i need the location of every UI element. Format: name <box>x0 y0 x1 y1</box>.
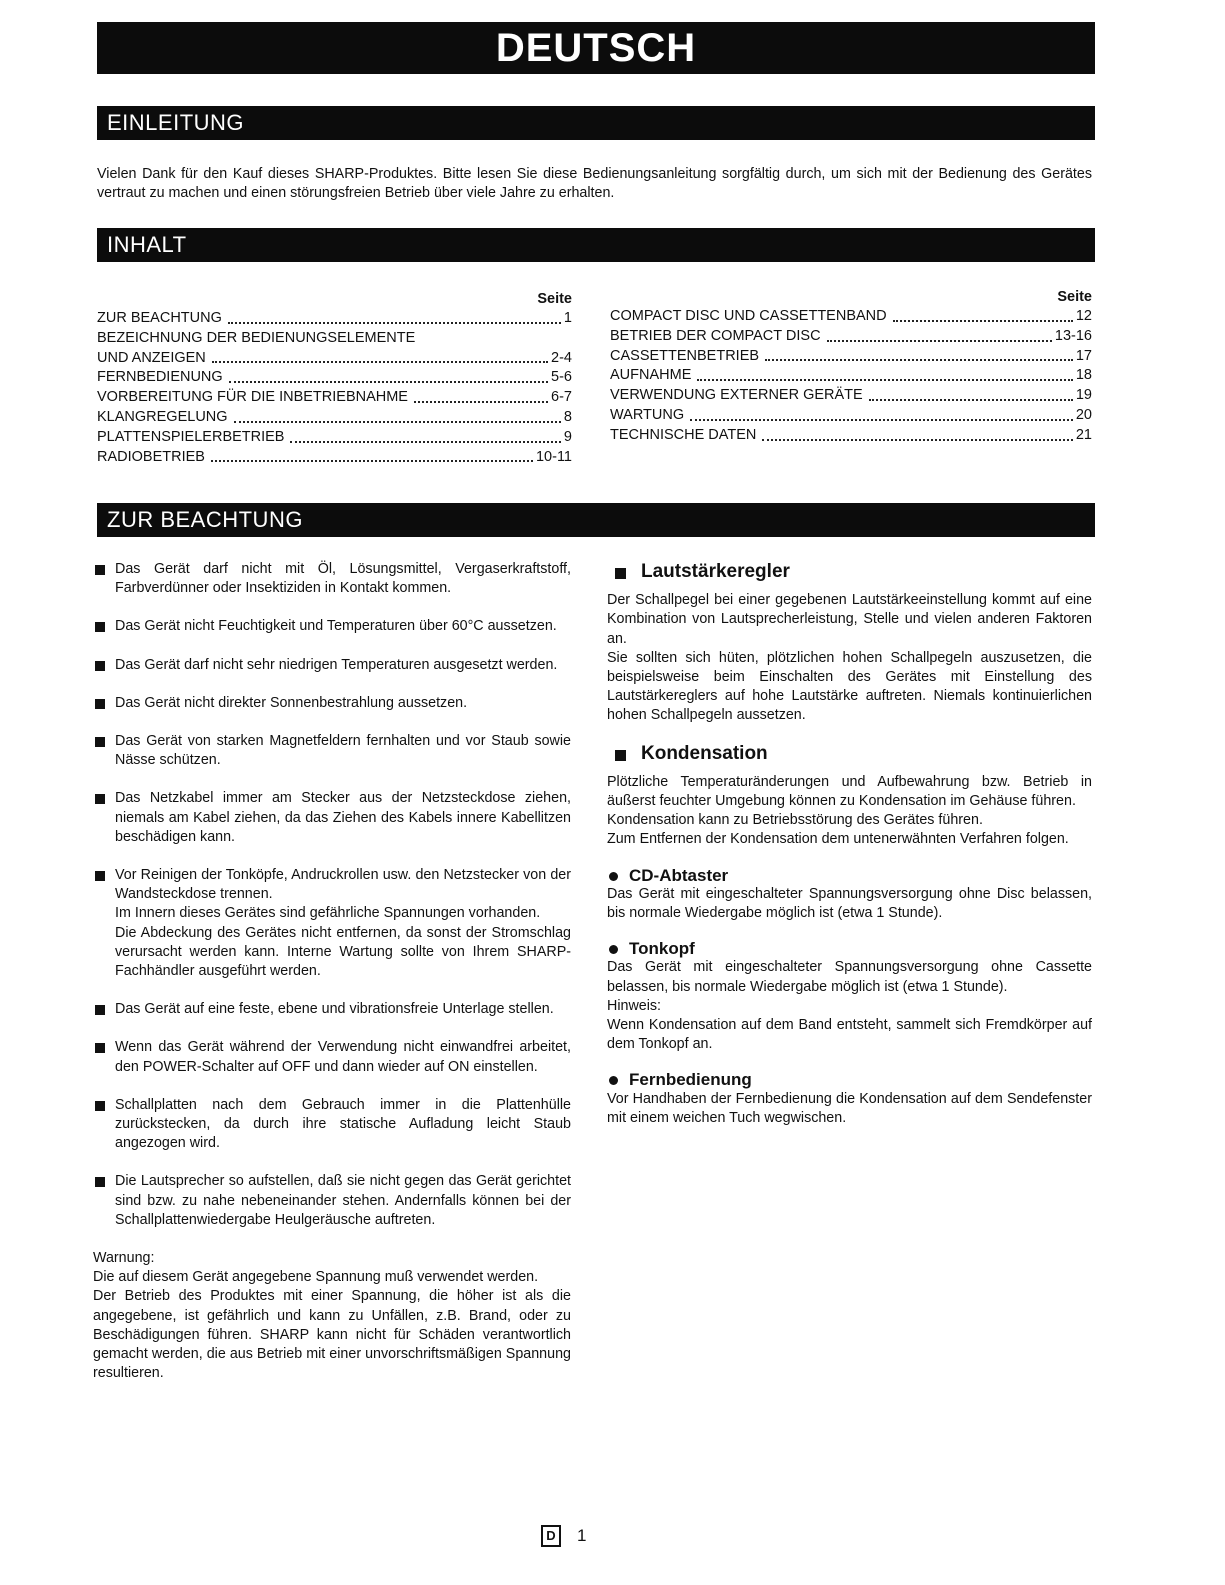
toc-entry <box>97 368 572 388</box>
toc-leader-dots <box>211 460 533 462</box>
toc-entry <box>610 386 1092 406</box>
toc-leader-dots <box>690 419 1073 421</box>
page-title: DEUTSCH <box>495 26 697 70</box>
remote-heading: Fernbedienung <box>607 1070 1092 1089</box>
toc-entry-page: 12 <box>1075 308 1092 324</box>
toc-leader-dots <box>697 379 1072 381</box>
toc-right <box>610 288 1092 446</box>
condensation-text-2: Kondensation kann zu Betriebsstörung des Gerätes führen. <box>607 812 983 829</box>
info-column <box>607 562 1092 1128</box>
caution-item: Schallplatten nach dem Gebrauch immer in die Plattenhülle zurückstecken, da durch ihre statische Aufladung leicht Staub angezogen wird. <box>93 1096 571 1154</box>
caution-item: Die Lautsprecher so aufstellen, daß sie nicht gegen das Gerät gerichtet sind bzw. zu nahe nebeneinander stehen. Andernfalls können bei der Schallplattenwiedergabe Heulgeräusche auftreten. <box>93 1172 571 1230</box>
toc-leader-dots <box>765 359 1073 361</box>
caution-column <box>93 560 571 1384</box>
toc-entry-page: 6-7 <box>551 389 572 406</box>
condensation-text-3: Zum Entfernen der Kondensation dem untenerwähnten Verfahren folgen. <box>607 831 1069 848</box>
tape-head-text: Das Gerät mit eingeschalteter Spannungsversorgung ohne Cassette belassen, bis normale Wiedergabe möglich ist (etwa 1 Stunde). <box>607 959 1092 995</box>
cd-text: Das Gerät mit eingeschalteter Spannungsversorgung ohne Disc belassen, bis normale Wiedergabe möglich ist (etwa 1 Stunde). <box>607 885 1092 922</box>
caution-item: Wenn das Gerät während der Verwendung nicht einwandfrei arbeitet, den POWER-Schalter auf OFF und dann wieder auf ON einstellen. <box>93 1038 571 1076</box>
toc-entry-page: 5-6 <box>551 369 572 386</box>
toc-entry <box>97 309 572 329</box>
toc-entry-title: RADIOBETRIEB <box>97 448 205 465</box>
toc-entry <box>610 406 1092 426</box>
toc-entry <box>610 327 1092 347</box>
toc-entry <box>610 307 1092 327</box>
caution-item: Das Gerät darf nicht sehr niedrigen Temperaturen ausgesetzt werden. <box>93 656 571 675</box>
toc-entry-page: 2-4 <box>551 349 572 366</box>
remote-text: Vor Handhaben der Fernbedienung die Kondensation auf dem Sendefenster mit einem weichen Tuch wegwischen. <box>607 1090 1092 1126</box>
warning-label: Warnung: <box>93 1250 155 1267</box>
toc-entry-title: ZUR BEACHTUNG <box>97 310 222 326</box>
toc-leader-dots <box>827 340 1052 342</box>
tape-head-heading: Tonkopf <box>607 939 1092 958</box>
toc-leader-dots <box>229 381 548 383</box>
toc-leader-dots <box>234 421 561 423</box>
intro-text: Vielen Dank für den Kauf dieses SHARP-Produktes. Bitte lesen Sie diese Bedienungsanleitung sorgfältig durch, um sich mit der Bedienung des Gerätes vertraut zu machen und einen störungsfreien Betrieb über viele Jahre zu erhalten. <box>97 166 1092 202</box>
toc-entry-page: 1 <box>563 310 572 326</box>
toc-entry-page: 17 <box>1075 347 1092 364</box>
page-number: 1 <box>577 1526 587 1545</box>
toc-entry-title: FERNBEDIENUNG <box>97 369 223 386</box>
toc-entry-title: AUFNAHME <box>610 367 692 384</box>
toc-entry-page: 9 <box>563 428 572 445</box>
toc-leader-dots <box>228 322 561 324</box>
toc-leader-dots <box>212 361 548 363</box>
toc-leader-dots <box>893 320 1073 322</box>
toc-left <box>97 290 572 467</box>
toc-page-label: Seite <box>537 291 572 307</box>
caution-item: Das Gerät nicht Feuchtigkeit und Temperaturen über 60°C aussetzen. <box>93 617 571 636</box>
toc-leader-dots <box>290 441 560 443</box>
toc-entry-title: COMPACT DISC UND CASSETTENBAND <box>610 308 887 324</box>
condensation-heading: Kondensation <box>607 744 1092 763</box>
toc-entry-page: 21 <box>1075 426 1092 443</box>
toc-entry-page: 19 <box>1075 387 1092 404</box>
section-title-beachtung: ZUR BEACHTUNG <box>107 507 303 532</box>
toc-entry <box>97 388 572 408</box>
note-text: Wenn Kondensation auf dem Band entsteht, sammelt sich Fremdkörper auf dem Tonkopf an. <box>607 1017 1092 1053</box>
toc-leader-dots <box>869 399 1073 401</box>
page-footer <box>541 1525 586 1547</box>
condensation-text-1: Plötzliche Temperaturänderungen und Aufbewahrung bzw. Betrieb in äußerst feuchter Umgebung können zu Kondensation im Gehäuse führen. <box>607 773 1092 810</box>
toc-entry <box>97 428 572 448</box>
toc-entry-title: WARTUNG <box>610 406 685 423</box>
caution-item: Vor Reinigen der Tonköpfe, Andruckrollen usw. den Netzstecker von der Wandsteckdose trennen. Im Innern dieses Gerätes sind gefährliche Spannungen vorhanden. Die Abdeckung des Gerätes nicht entfernen, da sonst der Stromschlag verursacht werden kann. Interne Wartung sollte von Ihrem SHARP-Fachhändler ausgeführt werden. <box>93 866 571 981</box>
toc-leader-dots <box>414 401 548 403</box>
toc-entry <box>610 426 1092 446</box>
language-badge: D <box>541 1525 561 1547</box>
cd-heading: CD-Abtaster <box>607 866 1092 885</box>
warning-text-1: Die auf diesem Gerät angegebene Spannung muß verwendet werden. <box>93 1269 539 1286</box>
toc-entry <box>97 448 572 468</box>
note-label: Hinweis: <box>607 997 662 1014</box>
section-title-einleitung: EINLEITUNG <box>107 110 245 135</box>
toc-entry-title: CASSETTENBETRIEB <box>610 347 760 364</box>
toc-entry-title: BETRIEB DER COMPACT DISC <box>610 327 821 344</box>
toc-entry <box>610 347 1092 367</box>
toc-entry <box>97 329 572 349</box>
section-bar-einleitung <box>97 106 1095 140</box>
caution-item: Das Gerät von starken Magnetfeldern fernhalten und vor Staub sowie Nässe schützen. <box>93 732 571 770</box>
toc-entry-title: VERWENDUNG EXTERNER GERÄTE <box>610 387 863 404</box>
toc-entry-title: KLANGREGELUNG <box>97 408 228 425</box>
toc-entry-page: 10-11 <box>535 448 572 465</box>
section-title-inhalt: INHALT <box>107 232 187 257</box>
toc-entry-title: BEZEICHNUNG DER BEDIENUNGSELEMENTE <box>97 329 416 346</box>
toc-entry-page: 8 <box>563 408 572 425</box>
title-bar <box>97 22 1095 74</box>
toc-entry-page: 20 <box>1075 406 1092 423</box>
caution-list <box>93 560 571 1230</box>
volume-text-2: Sie sollten sich hüten, plötzlichen hohen Schallpegeln auszusetzen, die beispielsweise beim Einschalten des Gerätes mit Einstellung des Lautstärkereglers auf hohe Lautstärke auftreten. Niemals kontinuierlichen hohen Schallpegeln aussetzen. <box>607 649 1092 724</box>
toc-entry <box>97 408 572 428</box>
toc-entry-title: VORBEREITUNG FÜR DIE INBETRIEBNAHME <box>97 389 408 406</box>
caution-item: Das Gerät auf eine feste, ebene und vibrationsfreie Unterlage stellen. <box>93 1000 571 1019</box>
caution-item: Das Gerät darf nicht mit Öl, Lösungsmittel, Vergaserkraftstoff, Farbverdünner oder Insektiziden in Kontakt kommen. <box>93 560 571 598</box>
toc-entry-title: PLATTENSPIELERBETRIEB <box>97 428 285 445</box>
toc-entry-title: TECHNISCHE DATEN <box>610 426 757 443</box>
toc-entry <box>97 349 572 369</box>
volume-text-1: Der Schallpegel bei einer gegebenen Lautstärkeeinstellung kommt auf eine Kombination von Lautsprecherleistung, Stelle und vielen anderen Faktoren an. <box>607 592 1092 647</box>
volume-heading: Lautstärkeregler <box>607 562 1092 581</box>
caution-item: Das Netzkabel immer am Stecker aus der Netzsteckdose ziehen, niemals am Kabel ziehen, da das Ziehen des Kabels innere Kabellitzen beschädigen kann. <box>93 789 571 847</box>
toc-leader-dots <box>762 439 1073 441</box>
toc-page-label: Seite <box>1057 289 1092 305</box>
section-bar-inhalt <box>97 228 1095 262</box>
toc-entry <box>610 366 1092 386</box>
toc-entry-page: 13-16 <box>1054 327 1092 344</box>
section-bar-beachtung <box>97 503 1095 537</box>
warning-text-2: Der Betrieb des Produktes mit einer Spannung, die höher ist als die angegebene, ist gefährlich und kann zu Unfällen, z.B. Brand, oder zu Beschädigungen führen. SHARP kann nicht für Schäden verantwortlich gemacht werden, die aus Betrieb mit einer unvorschriftsmäßigen Spannung resultieren. <box>93 1288 571 1382</box>
toc-entry-page: 18 <box>1075 367 1092 384</box>
caution-item: Das Gerät nicht direkter Sonnenbestrahlung aussetzen. <box>93 694 571 713</box>
toc-entry-title: UND ANZEIGEN <box>97 349 206 366</box>
